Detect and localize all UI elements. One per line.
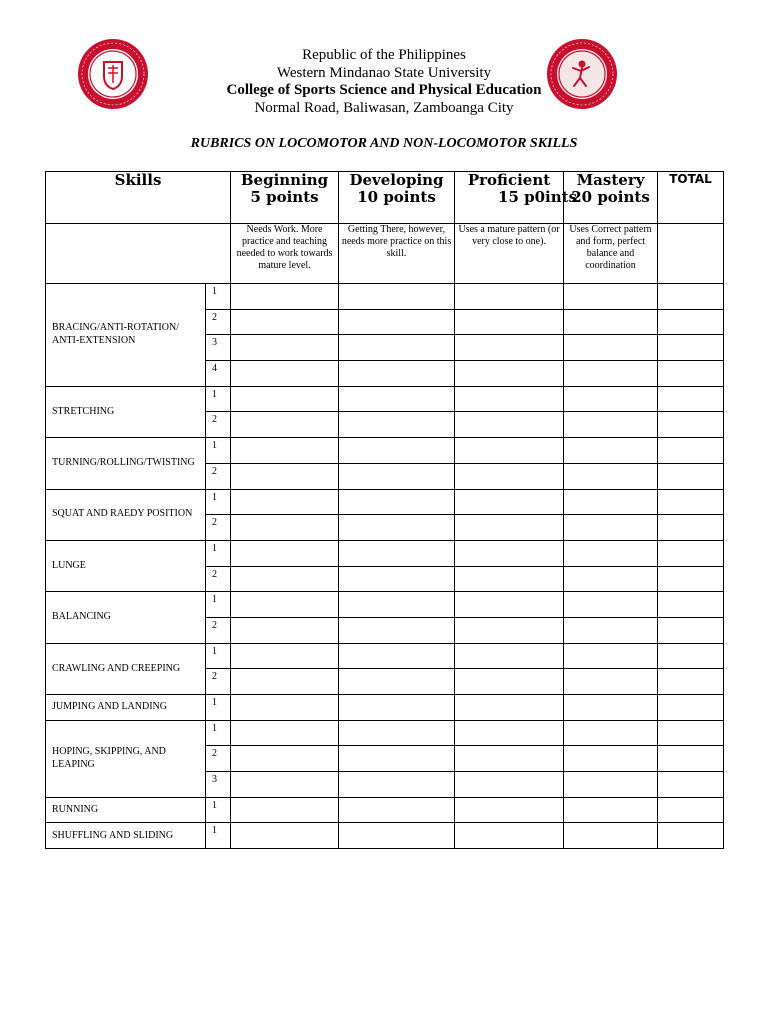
score-cell-beginning[interactable]: [231, 617, 339, 643]
score-cell-beginning[interactable]: [231, 386, 339, 412]
score-cell-mastery[interactable]: [564, 823, 658, 849]
item-number: 1: [206, 720, 231, 746]
header-skills: Skills: [46, 172, 231, 224]
score-cell-developing[interactable]: [339, 746, 455, 772]
score-cell-total[interactable]: [658, 309, 724, 335]
score-cell-developing[interactable]: [339, 489, 455, 515]
description-beginning: Needs Work. More practice and teaching needed to work towards mature level.: [231, 224, 339, 284]
score-cell-beginning[interactable]: [231, 669, 339, 695]
score-cell-proficient[interactable]: [455, 566, 564, 592]
description-blank-cell: [46, 224, 231, 284]
score-cell-developing[interactable]: [339, 797, 455, 823]
score-cell-developing[interactable]: [339, 361, 455, 387]
score-cell-beginning[interactable]: [231, 515, 339, 541]
score-cell-proficient[interactable]: [455, 695, 564, 721]
skill-name: SQUAT AND RAEDY POSITION: [46, 489, 206, 540]
header-developing: Developing 10 points: [339, 172, 455, 224]
score-cell-total[interactable]: [658, 592, 724, 618]
item-number: 3: [206, 335, 231, 361]
score-cell-beginning[interactable]: [231, 284, 339, 310]
item-number: 1: [206, 592, 231, 618]
score-cell-developing[interactable]: [339, 463, 455, 489]
table-row: [46, 284, 724, 310]
skill-name: BRACING/ANTI-ROTATION/ ANTI-EXTENSION: [46, 284, 206, 387]
table-row: [46, 720, 724, 746]
score-cell-developing[interactable]: [339, 823, 455, 849]
skill-name: TURNING/ROLLING/TWISTING: [46, 438, 206, 489]
table-row: [46, 823, 724, 849]
score-cell-mastery[interactable]: [564, 720, 658, 746]
skill-name: CRAWLING AND CREEPING: [46, 643, 206, 694]
header-country: Republic of the Philippines: [302, 47, 466, 63]
score-cell-total[interactable]: [658, 695, 724, 721]
description-mastery: Uses Correct pattern and form, perfect balance and coordination: [564, 224, 658, 284]
score-cell-total[interactable]: [658, 515, 724, 541]
score-cell-developing[interactable]: [339, 309, 455, 335]
score-cell-developing[interactable]: [339, 566, 455, 592]
score-cell-beginning[interactable]: [231, 720, 339, 746]
item-number: 2: [206, 515, 231, 541]
score-cell-total[interactable]: [658, 669, 724, 695]
score-cell-total[interactable]: [658, 720, 724, 746]
item-number: 3: [206, 772, 231, 798]
item-number: 2: [206, 309, 231, 335]
item-number: 1: [206, 284, 231, 310]
item-number: 1: [206, 643, 231, 669]
skill-name: JUMPING AND LANDING: [46, 695, 206, 721]
score-cell-mastery[interactable]: [564, 669, 658, 695]
score-cell-mastery[interactable]: [564, 284, 658, 310]
header-beginning: Beginning 5 points: [231, 172, 339, 224]
table-row: [46, 489, 724, 515]
item-number: 2: [206, 617, 231, 643]
header-mastery: Mastery 20 points: [564, 172, 658, 224]
description-proficient: Uses a mature pattern (or very close to one).: [455, 224, 564, 284]
score-cell-total[interactable]: [658, 438, 724, 464]
score-cell-mastery[interactable]: [564, 695, 658, 721]
item-number: 1: [206, 386, 231, 412]
header-proficient: Proficient 15 p0ints: [455, 172, 564, 224]
item-number: 2: [206, 669, 231, 695]
score-cell-mastery[interactable]: [564, 412, 658, 438]
score-cell-mastery[interactable]: [564, 463, 658, 489]
score-cell-developing[interactable]: [339, 592, 455, 618]
score-cell-mastery[interactable]: [564, 489, 658, 515]
skill-name: STRETCHING: [46, 386, 206, 437]
score-cell-proficient[interactable]: [455, 669, 564, 695]
score-cell-proficient[interactable]: [455, 515, 564, 541]
header-address: Normal Road, Baliwasan, Zamboanga City: [254, 99, 514, 116]
document-title: RUBRICS ON LOCOMOTOR AND NON-LOCOMOTOR SKILLS: [190, 136, 578, 151]
table-row: [46, 695, 724, 721]
score-cell-mastery[interactable]: [564, 361, 658, 387]
description-developing: Getting There, however, needs more practice on this skill.: [339, 224, 455, 284]
score-cell-beginning[interactable]: [231, 592, 339, 618]
score-cell-beginning[interactable]: [231, 489, 339, 515]
skill-name: RUNNING: [46, 797, 206, 823]
score-cell-mastery[interactable]: [564, 797, 658, 823]
item-number: 2: [206, 746, 231, 772]
score-cell-total[interactable]: [658, 284, 724, 310]
score-cell-developing[interactable]: [339, 540, 455, 566]
score-cell-beginning[interactable]: [231, 695, 339, 721]
score-cell-proficient[interactable]: [455, 335, 564, 361]
table-row: [46, 438, 724, 464]
score-cell-beginning[interactable]: [231, 309, 339, 335]
university-seal-logo: [77, 38, 149, 110]
score-cell-proficient[interactable]: [455, 772, 564, 798]
score-cell-mastery[interactable]: [564, 746, 658, 772]
score-cell-proficient[interactable]: [455, 797, 564, 823]
score-cell-total[interactable]: [658, 540, 724, 566]
score-cell-total[interactable]: [658, 643, 724, 669]
score-cell-developing[interactable]: [339, 617, 455, 643]
table-row: [46, 386, 724, 412]
skill-name: HOPING, SKIPPING, AND LEAPING: [46, 720, 206, 797]
score-cell-beginning[interactable]: [231, 797, 339, 823]
score-cell-mastery[interactable]: [564, 515, 658, 541]
score-cell-proficient[interactable]: [455, 361, 564, 387]
score-cell-proficient[interactable]: [455, 823, 564, 849]
item-number: 2: [206, 463, 231, 489]
score-cell-total[interactable]: [658, 386, 724, 412]
score-cell-proficient[interactable]: [455, 386, 564, 412]
score-cell-total[interactable]: [658, 566, 724, 592]
score-cell-proficient[interactable]: [455, 592, 564, 618]
score-cell-proficient[interactable]: [455, 746, 564, 772]
table-header-row: [46, 172, 724, 224]
score-cell-developing[interactable]: [339, 643, 455, 669]
score-cell-mastery[interactable]: [564, 566, 658, 592]
score-cell-beginning[interactable]: [231, 566, 339, 592]
skill-name: BALANCING: [46, 592, 206, 643]
item-number: 1: [206, 797, 231, 823]
score-cell-beginning[interactable]: [231, 540, 339, 566]
score-cell-total[interactable]: [658, 617, 724, 643]
score-cell-developing[interactable]: [339, 669, 455, 695]
document-header: [184, 47, 584, 117]
skills-body: [46, 284, 724, 849]
score-cell-proficient[interactable]: [455, 540, 564, 566]
score-cell-proficient[interactable]: [455, 489, 564, 515]
score-cell-total[interactable]: [658, 335, 724, 361]
score-cell-developing[interactable]: [339, 412, 455, 438]
item-number: 1: [206, 695, 231, 721]
score-cell-beginning[interactable]: [231, 361, 339, 387]
score-cell-mastery[interactable]: [564, 643, 658, 669]
score-cell-developing[interactable]: [339, 386, 455, 412]
score-cell-beginning[interactable]: [231, 643, 339, 669]
score-cell-total[interactable]: [658, 489, 724, 515]
score-cell-mastery[interactable]: [564, 309, 658, 335]
table-row: [46, 592, 724, 618]
score-cell-beginning[interactable]: [231, 412, 339, 438]
score-cell-proficient[interactable]: [455, 412, 564, 438]
score-cell-developing[interactable]: [339, 335, 455, 361]
table-row: [46, 797, 724, 823]
description-total-cell: [658, 224, 724, 284]
score-cell-beginning[interactable]: [231, 438, 339, 464]
item-number: 1: [206, 489, 231, 515]
score-cell-proficient[interactable]: [455, 438, 564, 464]
skill-name: SHUFFLING AND SLIDING: [46, 823, 206, 849]
score-cell-total[interactable]: [658, 361, 724, 387]
score-cell-developing[interactable]: [339, 284, 455, 310]
score-cell-beginning[interactable]: [231, 746, 339, 772]
score-cell-proficient[interactable]: [455, 617, 564, 643]
score-cell-developing[interactable]: [339, 695, 455, 721]
table-row: [46, 643, 724, 669]
score-cell-beginning[interactable]: [231, 772, 339, 798]
score-cell-total[interactable]: [658, 463, 724, 489]
item-number: 2: [206, 412, 231, 438]
score-cell-mastery[interactable]: [564, 592, 658, 618]
item-number: 2: [206, 566, 231, 592]
score-cell-total[interactable]: [658, 823, 724, 849]
score-cell-total[interactable]: [658, 412, 724, 438]
header-college: College of Sports Science and Physical Education: [226, 82, 542, 98]
score-cell-developing[interactable]: [339, 772, 455, 798]
item-number: 1: [206, 540, 231, 566]
header-total: TOTAL: [658, 172, 724, 224]
header-university: Western Mindanao State University: [276, 64, 492, 81]
table-row: [46, 540, 724, 566]
skill-name: LUNGE: [46, 540, 206, 591]
item-number: 1: [206, 438, 231, 464]
score-cell-beginning[interactable]: [231, 335, 339, 361]
score-cell-proficient[interactable]: [455, 643, 564, 669]
score-cell-mastery[interactable]: [564, 540, 658, 566]
score-cell-beginning[interactable]: [231, 823, 339, 849]
description-row: [46, 224, 724, 284]
score-cell-total[interactable]: [658, 797, 724, 823]
rubric-table: [45, 171, 724, 849]
score-cell-proficient[interactable]: [455, 463, 564, 489]
score-cell-mastery[interactable]: [564, 438, 658, 464]
item-number: 4: [206, 361, 231, 387]
score-cell-mastery[interactable]: [564, 386, 658, 412]
item-number: 1: [206, 823, 231, 849]
score-cell-total[interactable]: [658, 772, 724, 798]
score-cell-mastery[interactable]: [564, 772, 658, 798]
score-cell-developing[interactable]: [339, 720, 455, 746]
score-cell-proficient[interactable]: [455, 284, 564, 310]
score-cell-mastery[interactable]: [564, 335, 658, 361]
score-cell-beginning[interactable]: [231, 463, 339, 489]
score-cell-proficient[interactable]: [455, 309, 564, 335]
score-cell-mastery[interactable]: [564, 617, 658, 643]
wmsu-seal-icon: [77, 38, 149, 110]
score-cell-proficient[interactable]: [455, 720, 564, 746]
score-cell-total[interactable]: [658, 746, 724, 772]
score-cell-developing[interactable]: [339, 438, 455, 464]
score-cell-developing[interactable]: [339, 515, 455, 541]
